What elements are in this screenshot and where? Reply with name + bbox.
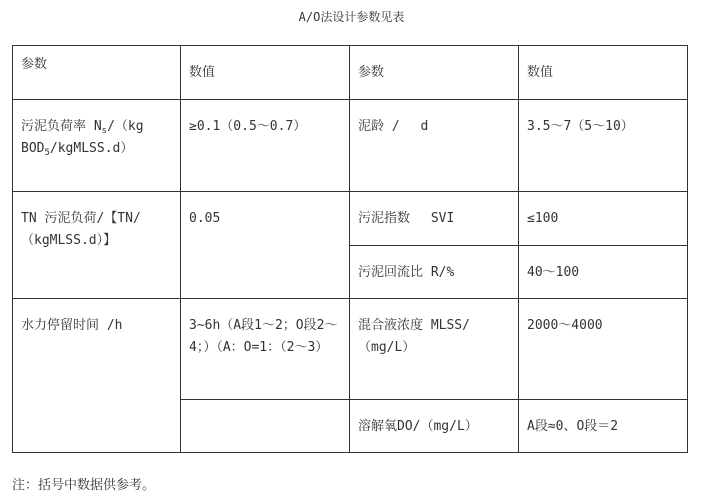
param-cell: 污泥回流比 R/% [350, 246, 519, 299]
header-cell: 数值 [519, 46, 688, 100]
value-cell: 3.5～7（5～10） [519, 100, 688, 192]
table-title: A/O法设计参数见表 [298, 10, 405, 24]
footnote: 注：括号中数据供参考。 [12, 478, 156, 493]
value-cell: 40～100 [519, 246, 688, 299]
value-cell: A段≈0、O段＝2 [519, 400, 688, 453]
table-row [13, 299, 688, 400]
table-row [13, 100, 688, 192]
param-cell: 混合液浓度 MLSS/（mg/L） [350, 299, 519, 400]
value-cell: 2000～4000 [519, 299, 688, 400]
param-cell: 溶解氧DO/（mg/L） [350, 400, 519, 453]
param-cell: TN 污泥负荷/【TN/（kgMLSS.d）】 [13, 192, 181, 299]
param-cell: 污泥负荷率 $N_s/(kg$ $BOD_5/kgMLSS.d$） [13, 100, 181, 192]
value-cell [181, 400, 350, 453]
value-cell: 0.05 [181, 192, 350, 299]
value-cell: ≤100 [519, 192, 688, 246]
header-cell: 参数 [13, 46, 181, 100]
design-parameters-table [12, 45, 688, 453]
header-cell: 参数 [350, 46, 519, 100]
header-cell: 数值 [181, 46, 350, 100]
table-row [13, 192, 688, 246]
param-cell: 水力停留时间 /h [13, 299, 181, 453]
value-cell: ≥0.1（0.5～0.7） [181, 100, 350, 192]
table-header-row [13, 46, 688, 100]
param-cell: 污泥指数 SVI [350, 192, 519, 246]
param-cell: 泥龄 / d [350, 100, 519, 192]
value-cell: 3~6h（A段1～2；O段2～4；）（A：O=1：（2～3） [181, 299, 350, 400]
